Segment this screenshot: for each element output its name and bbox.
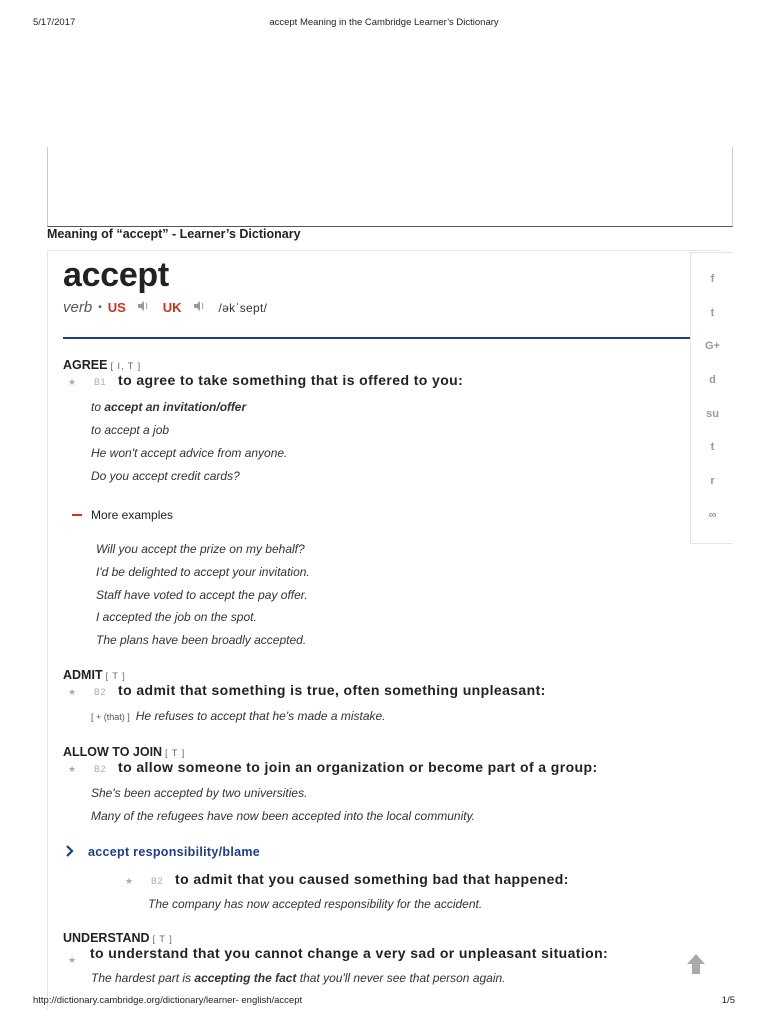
definition: to admit that something is true, often something unpleasant: [118,682,546,698]
print-date: 5/17/2017 [33,17,76,28]
reddit-icon[interactable]: r [710,475,715,487]
meaning-heading: Meaning of “accept” - Learner’s Dictionary [47,227,301,241]
sense-understand [68,945,608,966]
print-title: accept Meaning in the Cambridge Learner’s Dictionary [269,17,499,28]
grammar-code: [ T ] [165,748,186,758]
twitter-icon[interactable]: t [710,307,715,319]
part-of-speech: verb [63,299,93,316]
print-header [0,17,768,31]
tumblr-icon[interactable]: t [710,441,715,453]
ipa-pronunciation: /əkˈsept/ [218,300,268,315]
example-sentence: to accept an invitation/offer [91,400,247,414]
sense-agree [68,372,463,388]
separator-dot: • [98,302,102,313]
google-plus-icon[interactable]: G+ [705,340,720,352]
star-icon[interactable]: ★ [68,687,77,697]
headword: accept [63,256,169,294]
definition: to admit that you caused something bad that happened: [175,871,569,887]
example-sentence: He won't accept advice from anyone. [91,446,288,460]
example-sentence: The hardest part is accepting the fact that you'll never see that person again. [91,971,506,985]
example-sentence: Do you accept credit cards? [91,469,240,483]
definition: to agree to take something that is offered to you: [118,372,464,388]
example-sentence: She's been accepted by two universities. [91,786,308,800]
guideword-admit [63,668,126,682]
cefr-level-badge: B2 [151,876,164,886]
cefr-level-badge: B2 [94,687,107,697]
grammar-code: [ I, T ] [110,361,142,371]
more-examples-toggle[interactable] [72,508,173,522]
example-sentence: to accept a job [91,423,170,437]
print-url: http://dictionary.cambridge.org/dictionary/learner- english/accept [33,995,303,1006]
entry-divider [63,337,693,339]
link-icon[interactable]: ∞ [708,509,717,521]
share-panel [690,252,733,544]
more-example: Staff have voted to accept the pay offer. [96,588,308,602]
print-page-number: 1/5 [721,995,735,1006]
pronunciation-line [63,299,267,316]
definition: to understand that you cannot change a very sad or unpleasant situation: [90,945,609,961]
more-example: I accepted the job on the spot. [96,610,257,624]
ad-placeholder [47,147,733,227]
phrase-sense [125,871,569,887]
sense-allow-to-join [68,759,598,775]
cefr-level-badge: B2 [94,764,107,774]
cefr-level-badge: B1 [94,377,107,387]
example-grammar-code: [ + (that) ] [91,712,130,722]
stumbleupon-icon[interactable]: su [706,408,719,420]
definition: to allow someone to join an organization or become part of a group: [118,759,598,775]
scroll-to-top-arrow-icon[interactable] [684,952,708,976]
example-sentence: [ + (that) ] He refuses to accept that he's made a mistake. [91,709,386,723]
collapse-minus-icon [72,514,82,516]
phrase-label: accept responsibility/blame [88,845,261,859]
guideword-label: ADMIT [63,668,103,682]
guideword-label: AGREE [63,358,108,372]
us-region-label: US [107,300,126,315]
uk-audio-speaker-icon[interactable] [194,301,205,314]
uk-region-label: UK [162,300,182,315]
guideword-label: UNDERSTAND [63,931,150,945]
guideword-label: ALLOW TO JOIN [63,745,163,759]
grammar-code: [ T ] [152,934,173,944]
us-audio-speaker-icon[interactable] [138,301,149,314]
more-examples-label: More examples [91,508,174,522]
more-example: The plans have been broadly accepted. [96,633,307,647]
grammar-code: [ T ] [105,671,126,681]
chevron-right-icon [66,844,74,860]
example-collocation: accepting the fact [194,971,297,985]
star-icon[interactable]: ★ [125,876,134,886]
delicious-icon[interactable]: d [709,374,716,386]
more-example: I'd be delighted to accept your invitation. [96,565,310,579]
example-sentence: Many of the refugees have now been accepted into the local community. [91,809,476,823]
example-collocation: accept an invitation/offer [104,400,247,414]
guideword-allow-to-join [63,745,185,759]
facebook-icon[interactable]: f [710,273,715,285]
star-icon[interactable]: ★ [68,377,77,387]
star-icon[interactable]: ★ [68,955,77,965]
sense-admit [68,682,546,698]
dictionary-entry [47,250,721,1010]
more-example: Will you accept the prize on my behalf? [96,542,305,556]
star-icon[interactable]: ★ [68,764,77,774]
phrase-link[interactable] [66,844,260,860]
guideword-agree [63,358,141,372]
example-sentence: The company has now accepted responsibility for the accident. [148,897,483,911]
guideword-understand [63,931,173,945]
print-footer [0,995,768,1009]
